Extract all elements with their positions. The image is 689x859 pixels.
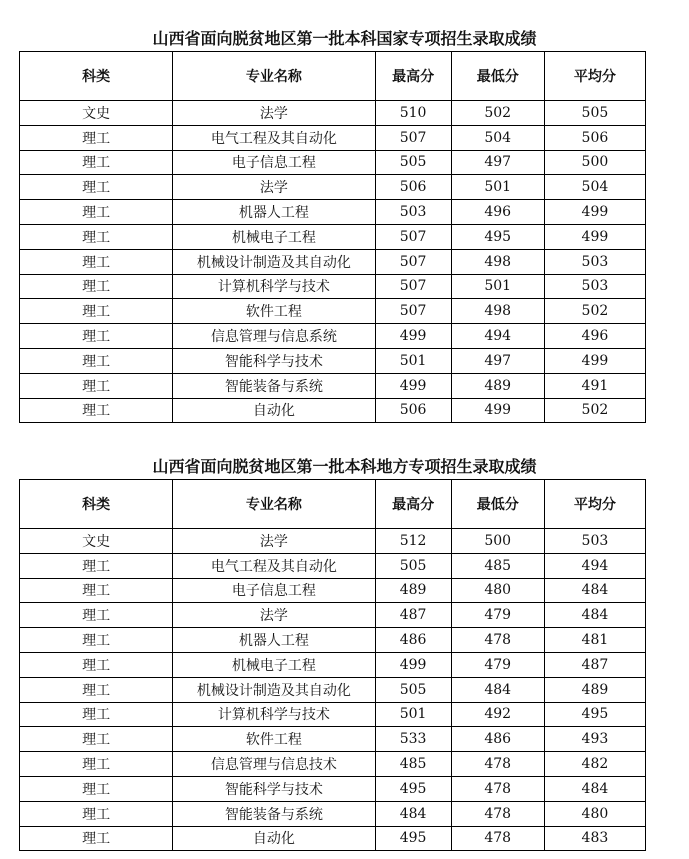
cell-category: 文史 <box>20 529 173 554</box>
cell-major-name: 法学 <box>173 101 375 126</box>
cell-avg-score: 481 <box>544 628 645 653</box>
cell-avg-score: 489 <box>544 677 645 702</box>
table-row <box>20 727 646 752</box>
cell-category: 理工 <box>20 553 173 578</box>
cell-min-score: 500 <box>451 529 544 554</box>
cell-min-score: 497 <box>451 150 544 175</box>
cell-major-name: 自动化 <box>173 398 375 423</box>
cell-category: 理工 <box>20 200 173 225</box>
table-row <box>20 150 646 175</box>
cell-min-score: 489 <box>451 373 544 398</box>
column-header-min-score: 最低分 <box>451 480 544 529</box>
column-header-major-name: 专业名称 <box>173 52 375 101</box>
cell-min-score: 502 <box>451 101 544 126</box>
table-row <box>20 529 646 554</box>
cell-category: 理工 <box>20 801 173 826</box>
column-header-max-score: 最高分 <box>375 52 451 101</box>
cell-max-score: 512 <box>375 529 451 554</box>
cell-max-score: 499 <box>375 324 451 349</box>
table-row <box>20 175 646 200</box>
cell-min-score: 504 <box>451 125 544 150</box>
cell-max-score: 495 <box>375 776 451 801</box>
cell-avg-score: 499 <box>544 224 645 249</box>
cell-category: 理工 <box>20 398 173 423</box>
table-row <box>20 299 646 324</box>
table-row <box>20 826 646 851</box>
cell-category: 理工 <box>20 175 173 200</box>
table-row <box>20 677 646 702</box>
cell-max-score: 507 <box>375 224 451 249</box>
cell-major-name: 智能科学与技术 <box>173 776 375 801</box>
cell-max-score: 487 <box>375 603 451 628</box>
table-row <box>20 200 646 225</box>
cell-avg-score: 487 <box>544 652 645 677</box>
cell-avg-score: 499 <box>544 348 645 373</box>
cell-category: 理工 <box>20 249 173 274</box>
cell-avg-score: 484 <box>544 603 645 628</box>
cell-min-score: 498 <box>451 249 544 274</box>
cell-min-score: 484 <box>451 677 544 702</box>
cell-major-name: 机械电子工程 <box>173 224 375 249</box>
cell-avg-score: 483 <box>544 826 645 851</box>
column-header-category: 科类 <box>20 480 173 529</box>
table-row <box>20 652 646 677</box>
table-row <box>20 324 646 349</box>
cell-avg-score: 503 <box>544 274 645 299</box>
cell-avg-score: 506 <box>544 125 645 150</box>
score-table <box>19 51 646 423</box>
cell-avg-score: 480 <box>544 801 645 826</box>
cell-max-score: 507 <box>375 299 451 324</box>
cell-category: 理工 <box>20 652 173 677</box>
cell-avg-score: 496 <box>544 324 645 349</box>
table-row <box>20 373 646 398</box>
table-row <box>20 578 646 603</box>
cell-max-score: 533 <box>375 727 451 752</box>
cell-category: 理工 <box>20 628 173 653</box>
cell-avg-score: 502 <box>544 299 645 324</box>
cell-max-score: 495 <box>375 826 451 851</box>
cell-avg-score: 503 <box>544 249 645 274</box>
cell-min-score: 480 <box>451 578 544 603</box>
cell-min-score: 494 <box>451 324 544 349</box>
cell-max-score: 499 <box>375 373 451 398</box>
cell-major-name: 智能科学与技术 <box>173 348 375 373</box>
cell-min-score: 501 <box>451 175 544 200</box>
cell-major-name: 软件工程 <box>173 727 375 752</box>
cell-max-score: 489 <box>375 578 451 603</box>
cell-max-score: 501 <box>375 702 451 727</box>
cell-category: 理工 <box>20 224 173 249</box>
cell-avg-score: 500 <box>544 150 645 175</box>
cell-max-score: 507 <box>375 125 451 150</box>
local-special-table-section <box>19 479 646 851</box>
cell-category: 理工 <box>20 776 173 801</box>
cell-category: 理工 <box>20 578 173 603</box>
cell-major-name: 电子信息工程 <box>173 150 375 175</box>
cell-category: 理工 <box>20 752 173 777</box>
table-row <box>20 274 646 299</box>
cell-avg-score: 495 <box>544 702 645 727</box>
cell-min-score: 478 <box>451 752 544 777</box>
cell-max-score: 501 <box>375 348 451 373</box>
cell-category: 理工 <box>20 348 173 373</box>
cell-min-score: 495 <box>451 224 544 249</box>
cell-category: 理工 <box>20 702 173 727</box>
cell-avg-score: 505 <box>544 101 645 126</box>
cell-min-score: 496 <box>451 200 544 225</box>
table-row <box>20 249 646 274</box>
table-row <box>20 348 646 373</box>
cell-major-name: 电气工程及其自动化 <box>173 125 375 150</box>
cell-category: 理工 <box>20 826 173 851</box>
cell-avg-score: 502 <box>544 398 645 423</box>
column-header-avg-score: 平均分 <box>544 480 645 529</box>
cell-avg-score: 484 <box>544 578 645 603</box>
table-row <box>20 702 646 727</box>
cell-major-name: 机械电子工程 <box>173 652 375 677</box>
cell-avg-score: 494 <box>544 553 645 578</box>
cell-major-name: 机器人工程 <box>173 628 375 653</box>
table-row <box>20 101 646 126</box>
cell-min-score: 499 <box>451 398 544 423</box>
cell-min-score: 478 <box>451 776 544 801</box>
cell-avg-score: 493 <box>544 727 645 752</box>
cell-category: 理工 <box>20 677 173 702</box>
cell-max-score: 507 <box>375 274 451 299</box>
table-title: 山西省面向脱贫地区第一批本科地方专项招生录取成绩 <box>152 457 537 476</box>
cell-max-score: 485 <box>375 752 451 777</box>
table-row <box>20 398 646 423</box>
cell-max-score: 486 <box>375 628 451 653</box>
cell-min-score: 479 <box>451 652 544 677</box>
column-header-category: 科类 <box>20 52 173 101</box>
column-header-max-score: 最高分 <box>375 480 451 529</box>
table-row <box>20 776 646 801</box>
column-header-min-score: 最低分 <box>451 52 544 101</box>
column-header-avg-score: 平均分 <box>544 52 645 101</box>
cell-min-score: 478 <box>451 826 544 851</box>
cell-max-score: 505 <box>375 553 451 578</box>
table-row <box>20 553 646 578</box>
cell-min-score: 498 <box>451 299 544 324</box>
table-header-row <box>20 52 646 101</box>
cell-max-score: 499 <box>375 652 451 677</box>
cell-major-name: 机器人工程 <box>173 200 375 225</box>
cell-avg-score: 482 <box>544 752 645 777</box>
cell-major-name: 电子信息工程 <box>173 578 375 603</box>
cell-min-score: 497 <box>451 348 544 373</box>
table-title: 山西省面向脱贫地区第一批本科国家专项招生录取成绩 <box>152 29 537 48</box>
cell-min-score: 479 <box>451 603 544 628</box>
cell-major-name: 法学 <box>173 175 375 200</box>
cell-major-name: 法学 <box>173 603 375 628</box>
cell-min-score: 486 <box>451 727 544 752</box>
cell-major-name: 机械设计制造及其自动化 <box>173 249 375 274</box>
table-row <box>20 224 646 249</box>
cell-category: 理工 <box>20 603 173 628</box>
cell-max-score: 484 <box>375 801 451 826</box>
cell-category: 理工 <box>20 324 173 349</box>
table-row <box>20 603 646 628</box>
cell-major-name: 机械设计制造及其自动化 <box>173 677 375 702</box>
cell-category: 理工 <box>20 150 173 175</box>
cell-min-score: 485 <box>451 553 544 578</box>
cell-max-score: 503 <box>375 200 451 225</box>
national-special-table-section <box>19 51 646 423</box>
cell-max-score: 506 <box>375 175 451 200</box>
table-row <box>20 801 646 826</box>
cell-max-score: 505 <box>375 150 451 175</box>
cell-major-name: 法学 <box>173 529 375 554</box>
cell-category: 文史 <box>20 101 173 126</box>
column-header-major-name: 专业名称 <box>173 480 375 529</box>
cell-min-score: 478 <box>451 801 544 826</box>
score-table <box>19 479 646 851</box>
table-row <box>20 752 646 777</box>
cell-avg-score: 499 <box>544 200 645 225</box>
cell-major-name: 软件工程 <box>173 299 375 324</box>
cell-major-name: 智能装备与系统 <box>173 801 375 826</box>
cell-category: 理工 <box>20 125 173 150</box>
cell-major-name: 信息管理与信息系统 <box>173 324 375 349</box>
cell-major-name: 自动化 <box>173 826 375 851</box>
cell-category: 理工 <box>20 274 173 299</box>
cell-category: 理工 <box>20 299 173 324</box>
cell-major-name: 电气工程及其自动化 <box>173 553 375 578</box>
cell-major-name: 计算机科学与技术 <box>173 702 375 727</box>
cell-major-name: 智能装备与系统 <box>173 373 375 398</box>
cell-avg-score: 503 <box>544 529 645 554</box>
cell-category: 理工 <box>20 373 173 398</box>
table-row <box>20 628 646 653</box>
cell-max-score: 505 <box>375 677 451 702</box>
cell-max-score: 507 <box>375 249 451 274</box>
table-header-row <box>20 480 646 529</box>
cell-avg-score: 491 <box>544 373 645 398</box>
cell-category: 理工 <box>20 727 173 752</box>
cell-avg-score: 504 <box>544 175 645 200</box>
cell-major-name: 计算机科学与技术 <box>173 274 375 299</box>
cell-avg-score: 484 <box>544 776 645 801</box>
cell-min-score: 501 <box>451 274 544 299</box>
cell-max-score: 510 <box>375 101 451 126</box>
cell-max-score: 506 <box>375 398 451 423</box>
cell-major-name: 信息管理与信息技术 <box>173 752 375 777</box>
cell-min-score: 492 <box>451 702 544 727</box>
table-row <box>20 125 646 150</box>
cell-min-score: 478 <box>451 628 544 653</box>
